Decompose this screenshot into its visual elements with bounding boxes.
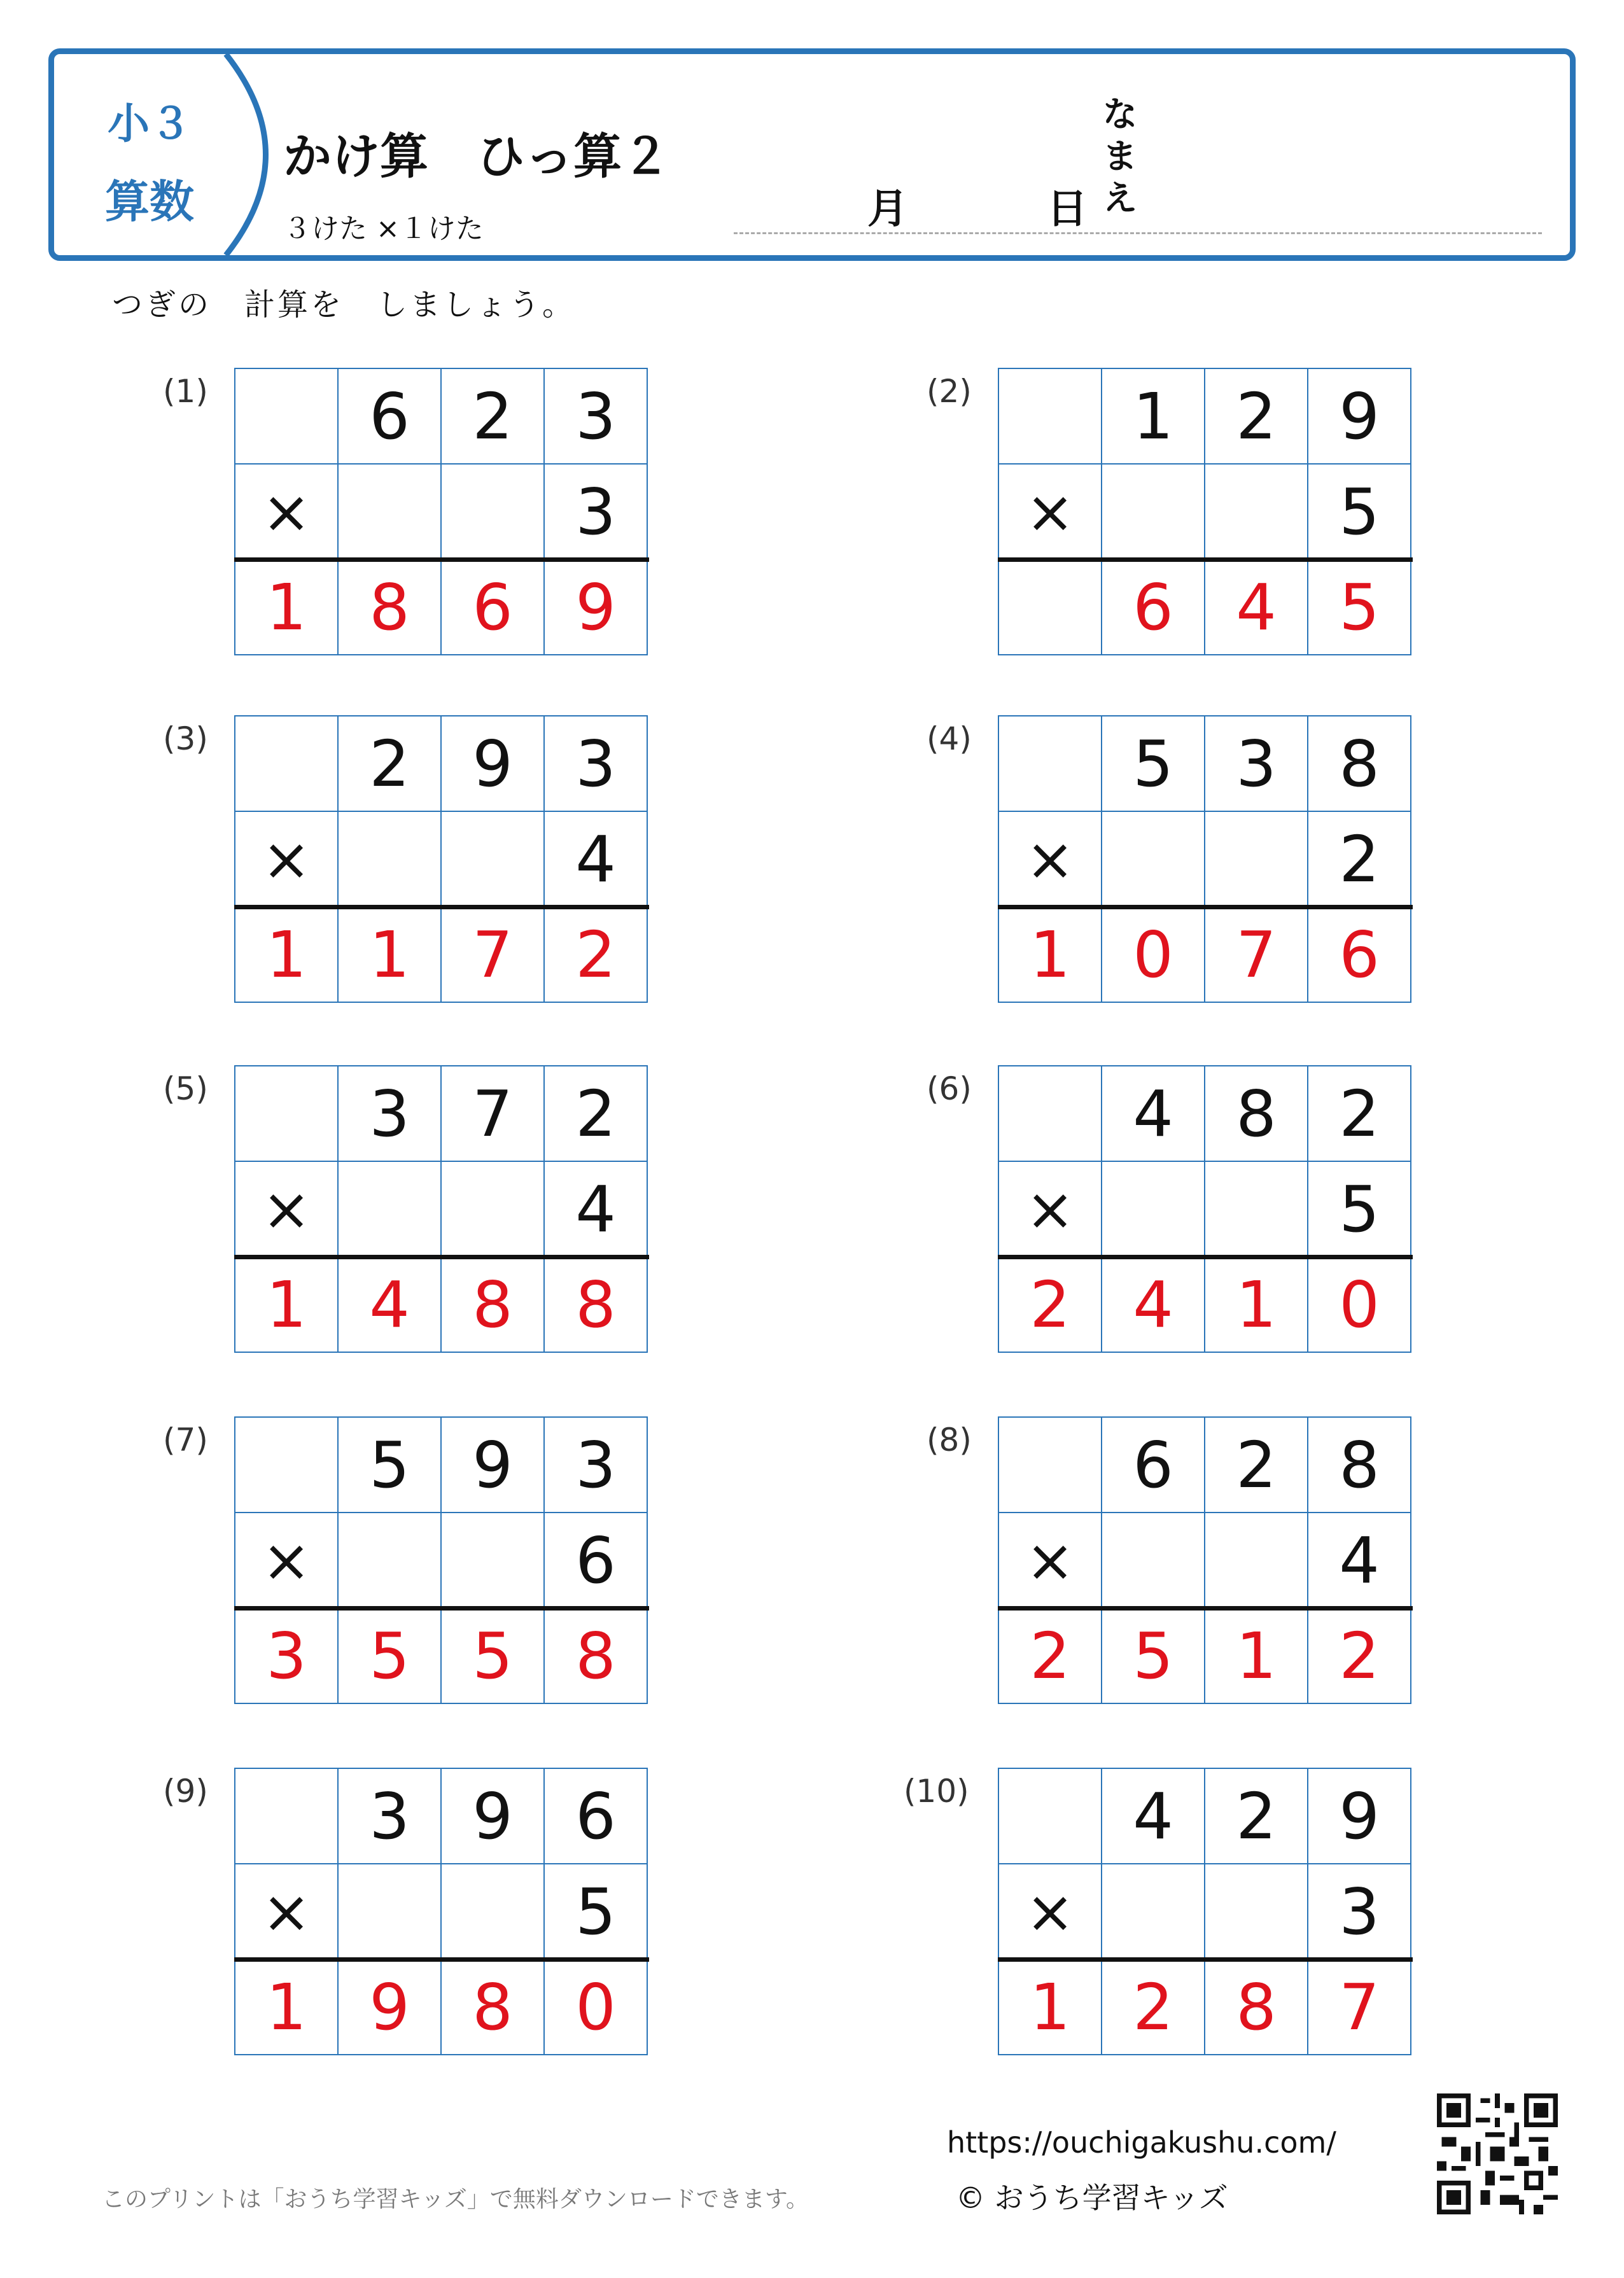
multiply-sign: × xyxy=(235,1864,339,1960)
digit-cell: 8 xyxy=(1308,1418,1411,1513)
answer-cell[interactable]: 0 xyxy=(1102,907,1205,1003)
answer-cell[interactable]: 1 xyxy=(339,907,442,1003)
answer-cell[interactable]: 8 xyxy=(442,1257,545,1353)
answer-cell[interactable]: 1 xyxy=(1205,1257,1308,1353)
answer-cell[interactable]: 2 xyxy=(999,1257,1102,1353)
answer-rule xyxy=(998,905,1413,909)
digit-cell: 3 xyxy=(339,1769,442,1864)
digit-cell: 1 xyxy=(1102,369,1205,465)
answer-cell[interactable]: 2 xyxy=(545,907,648,1003)
answer-rule xyxy=(998,1606,1413,1611)
digit-cell xyxy=(1102,1513,1205,1609)
multiply-sign: × xyxy=(999,465,1102,560)
digit-cell: 2 xyxy=(1308,1066,1411,1162)
name-label xyxy=(1098,94,1142,220)
digit-cell xyxy=(999,1066,1102,1162)
digit-cell: 3 xyxy=(545,716,648,812)
answer-cell[interactable]: 1 xyxy=(999,907,1102,1003)
digit-cell xyxy=(442,1162,545,1257)
multiply-sign: × xyxy=(235,1162,339,1257)
answer-cell[interactable]: 1 xyxy=(235,907,339,1003)
answer-rule xyxy=(234,1957,649,1962)
digit-cell xyxy=(999,1418,1102,1513)
grade-badge xyxy=(54,54,283,255)
answer-cell[interactable]: 9 xyxy=(339,1960,442,2055)
problem-number: (1) xyxy=(163,373,208,410)
digit-cell: 2 xyxy=(339,716,442,812)
digit-cell: 9 xyxy=(442,716,545,812)
calc-grid xyxy=(998,715,1411,1003)
problem-number: (2) xyxy=(927,373,972,410)
digit-cell: 3 xyxy=(1205,716,1308,812)
digit-cell xyxy=(1102,1162,1205,1257)
calc-grid xyxy=(998,368,1411,655)
digit-cell xyxy=(339,812,442,907)
digit-cell: 8 xyxy=(1205,1066,1308,1162)
digit-cell xyxy=(1102,465,1205,560)
digit-cell xyxy=(999,369,1102,465)
digit-cell xyxy=(1205,1864,1308,1960)
answer-cell[interactable]: 2 xyxy=(999,1609,1102,1704)
worksheet-header xyxy=(48,48,1576,261)
calc-grid xyxy=(234,1416,648,1704)
answer-cell[interactable]: 5 xyxy=(1308,560,1411,655)
problem-number: (4) xyxy=(927,720,972,757)
digit-cell xyxy=(1205,465,1308,560)
answer-cell[interactable]: 4 xyxy=(339,1257,442,1353)
answer-cell[interactable]: 6 xyxy=(442,560,545,655)
answer-rule xyxy=(998,1957,1413,1962)
answer-cell[interactable]: 8 xyxy=(442,1960,545,2055)
answer-cell[interactable]: 7 xyxy=(1308,1960,1411,2055)
name-char: な xyxy=(1103,94,1137,134)
answer-cell[interactable]: 5 xyxy=(339,1609,442,1704)
answer-cell[interactable]: 7 xyxy=(1205,907,1308,1003)
multiply-sign: × xyxy=(999,1513,1102,1609)
digit-cell: 6 xyxy=(1102,1418,1205,1513)
site-url[interactable]: https://ouchigakushu.com/ xyxy=(947,2125,1336,2160)
digit-cell xyxy=(1102,812,1205,907)
answer-cell[interactable]: 6 xyxy=(1308,907,1411,1003)
qr-code-icon[interactable] xyxy=(1437,2093,1558,2214)
digit-cell: 2 xyxy=(1205,1418,1308,1513)
digit-cell: 5 xyxy=(339,1418,442,1513)
digit-cell xyxy=(442,812,545,907)
answer-cell[interactable]: 8 xyxy=(545,1609,648,1704)
name-line[interactable] xyxy=(734,232,1542,234)
problem-number: (3) xyxy=(163,720,208,757)
instruction: つぎの 計算を しましょう。 xyxy=(112,287,576,323)
worksheet-title: かけ算 ひっ算２ xyxy=(283,128,670,185)
digit-cell: 4 xyxy=(1102,1066,1205,1162)
digit-cell xyxy=(1205,1162,1308,1257)
digit-cell xyxy=(1205,812,1308,907)
calc-grid xyxy=(234,715,648,1003)
digit-cell xyxy=(339,1513,442,1609)
digit-cell xyxy=(1205,1513,1308,1609)
subject-label: 算数 xyxy=(105,176,194,228)
problem-number: (10) xyxy=(904,1773,969,1810)
answer-cell[interactable]: 9 xyxy=(545,560,648,655)
calc-grid xyxy=(998,1768,1411,2055)
digit-cell: 9 xyxy=(442,1769,545,1864)
digit-cell xyxy=(339,1864,442,1960)
answer-cell[interactable]: 1 xyxy=(235,1257,339,1353)
answer-rule xyxy=(998,1255,1413,1259)
digit-cell: 2 xyxy=(1205,369,1308,465)
day-label: 日 xyxy=(1047,186,1088,233)
digit-cell: 2 xyxy=(1308,812,1411,907)
digit-cell xyxy=(999,1769,1102,1864)
digit-cell: 3 xyxy=(1308,1864,1411,1960)
answer-cell[interactable]: 8 xyxy=(339,560,442,655)
digit-cell: 9 xyxy=(1308,1769,1411,1864)
answer-cell[interactable]: 7 xyxy=(442,907,545,1003)
digit-cell: 2 xyxy=(442,369,545,465)
digit-cell xyxy=(339,465,442,560)
grade-label: 小３ xyxy=(108,99,192,148)
digit-cell: 4 xyxy=(545,1162,648,1257)
answer-cell[interactable]: 0 xyxy=(1308,1257,1411,1353)
digit-cell: 5 xyxy=(545,1864,648,1960)
answer-cell[interactable]: 8 xyxy=(1205,1960,1308,2055)
problem-number: (5) xyxy=(163,1070,208,1107)
problem-number: (6) xyxy=(927,1070,972,1107)
footer-note: このプリントは「おうち学習キッズ」で無料ダウンロードできます。 xyxy=(102,2186,809,2212)
digit-cell xyxy=(442,1513,545,1609)
copyright: © おうち学習キッズ xyxy=(956,2181,1228,2215)
digit-cell: 8 xyxy=(1308,716,1411,812)
digit-cell: 6 xyxy=(545,1769,648,1864)
answer-cell[interactable]: 1 xyxy=(1205,1609,1308,1704)
digit-cell xyxy=(235,716,339,812)
answer-cell[interactable]: 4 xyxy=(1102,1257,1205,1353)
answer-cell[interactable]: 2 xyxy=(1102,1960,1205,2055)
calc-grid xyxy=(998,1065,1411,1353)
digit-cell: 2 xyxy=(545,1066,648,1162)
digit-cell: 3 xyxy=(545,369,648,465)
digit-cell xyxy=(235,1418,339,1513)
digit-cell xyxy=(235,1769,339,1864)
digit-cell: 5 xyxy=(1308,1162,1411,1257)
digit-cell: 9 xyxy=(442,1418,545,1513)
calc-grid xyxy=(234,368,648,655)
calc-grid xyxy=(234,1065,648,1353)
digit-cell: 4 xyxy=(1308,1513,1411,1609)
name-char: え xyxy=(1103,178,1137,218)
multiply-sign: × xyxy=(235,1513,339,1609)
calc-grid xyxy=(234,1768,648,2055)
digit-cell xyxy=(235,1066,339,1162)
multiply-sign: × xyxy=(999,1162,1102,1257)
answer-cell[interactable] xyxy=(999,560,1102,655)
answer-cell[interactable]: 1 xyxy=(235,560,339,655)
digit-cell: 3 xyxy=(545,465,648,560)
multiply-sign: × xyxy=(235,812,339,907)
digit-cell: 3 xyxy=(545,1418,648,1513)
digit-cell xyxy=(339,1162,442,1257)
answer-cell[interactable]: 1 xyxy=(235,1960,339,2055)
answer-cell[interactable]: 4 xyxy=(1205,560,1308,655)
digit-cell: 6 xyxy=(339,369,442,465)
answer-cell[interactable]: 0 xyxy=(545,1960,648,2055)
answer-rule xyxy=(234,905,649,909)
answer-cell[interactable]: 3 xyxy=(235,1609,339,1704)
answer-cell[interactable]: 6 xyxy=(1102,560,1205,655)
month-label: 月 xyxy=(867,186,908,233)
name-char: ま xyxy=(1103,136,1137,176)
answer-cell[interactable]: 5 xyxy=(1102,1609,1205,1704)
answer-cell[interactable]: 2 xyxy=(1308,1609,1411,1704)
problem-number: (7) xyxy=(163,1422,208,1458)
answer-rule xyxy=(234,1255,649,1259)
digit-cell xyxy=(1102,1864,1205,1960)
digit-cell xyxy=(442,465,545,560)
multiply-sign: × xyxy=(235,465,339,560)
answer-cell[interactable]: 5 xyxy=(442,1609,545,1704)
multiply-sign: × xyxy=(999,812,1102,907)
digit-cell xyxy=(235,369,339,465)
digit-cell: 4 xyxy=(545,812,648,907)
digit-cell: 5 xyxy=(1308,465,1411,560)
problem-number: (8) xyxy=(927,1422,972,1458)
digit-cell: 6 xyxy=(545,1513,648,1609)
answer-rule xyxy=(234,1606,649,1611)
problem-number: (9) xyxy=(163,1773,208,1810)
digit-cell xyxy=(442,1864,545,1960)
multiply-sign: × xyxy=(999,1864,1102,1960)
digit-cell: 5 xyxy=(1102,716,1205,812)
digit-cell: 3 xyxy=(339,1066,442,1162)
worksheet-subtitle: ３けた ×１けた xyxy=(283,213,484,245)
digit-cell xyxy=(999,716,1102,812)
answer-cell[interactable]: 8 xyxy=(545,1257,648,1353)
calc-grid xyxy=(998,1416,1411,1704)
digit-cell: 2 xyxy=(1205,1769,1308,1864)
digit-cell: 7 xyxy=(442,1066,545,1162)
answer-cell[interactable]: 1 xyxy=(999,1960,1102,2055)
answer-rule xyxy=(998,557,1413,562)
digit-cell: 4 xyxy=(1102,1769,1205,1864)
answer-rule xyxy=(234,557,649,562)
digit-cell: 9 xyxy=(1308,369,1411,465)
